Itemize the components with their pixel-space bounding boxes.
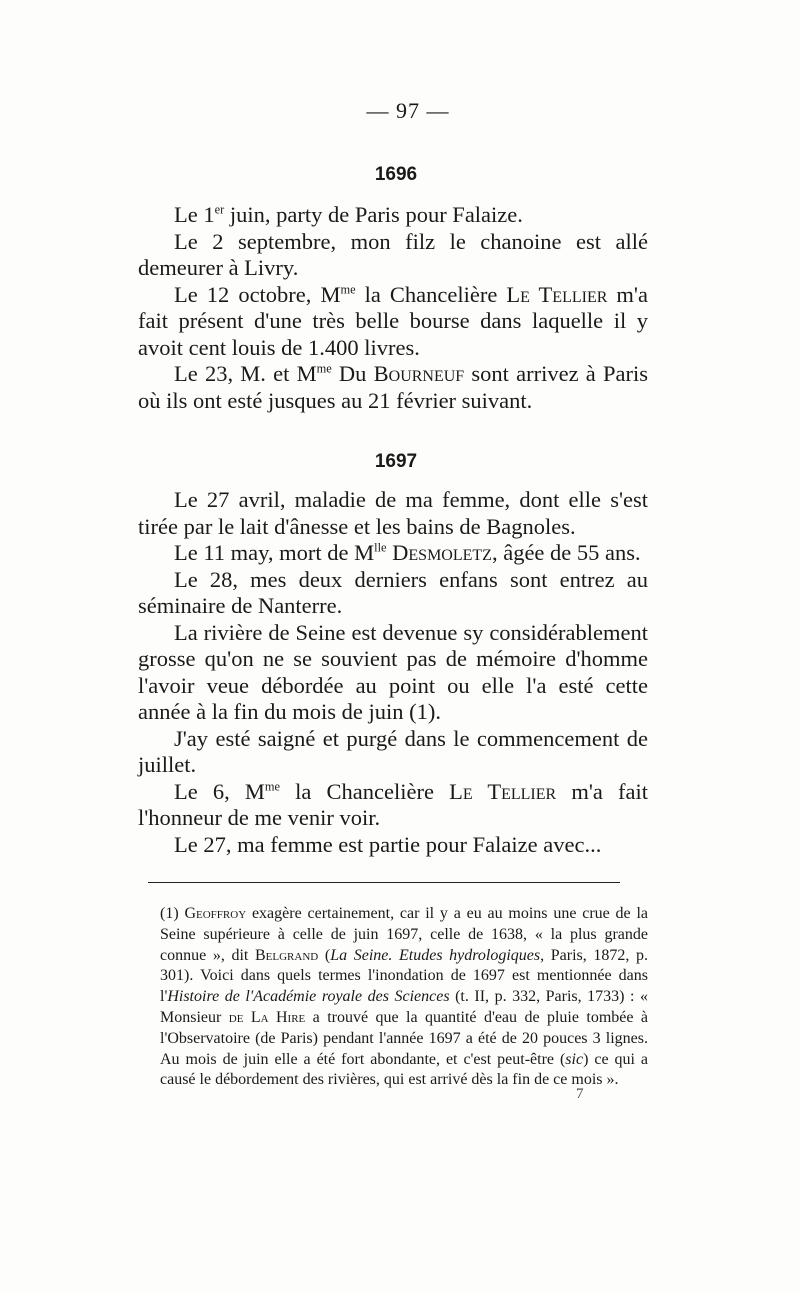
year-heading-1697: 1697: [374, 451, 418, 472]
diary-entry: Le 11 may, mort de $M^{lle}$ Desmoletz, âgée de 55 ans.: [174, 540, 641, 565]
footnote: (1) Geoffroy exagère certainement, car il y a eu au moins une crue de la Seine supérieure à celle de juin 1697, celle de 1638, « la plus grande connue », dit Belgrand (La Seine. Etudes hydrologiques, Paris, 1872, p. 301). Voici dans quels termes l'inondation de 1697 est mentionnée dans l'Histoire de l'Académie royale des Sciences (t. II, p. 332, Paris, 1733) : « Monsieur de La Hire a trouvé que la quantité d'eau de pluie tombée à l'Observatoire (de Paris) pendant l'année 1697 a été de 20 pouces 3 lignes. Au mois de juin elle a été fort abondante, et c'est peut-être (sic) ce qui a causé le débordement des rivières, qui est arrivé dès la fin de ce mois ».: [160, 905, 649, 1089]
diary-entry: J'ay esté saigné et purgé dans le commencement de juillet.: [138, 725, 648, 777]
entries-1697: [138, 487, 648, 858]
page-number: — 97 —: [366, 98, 450, 123]
diary-entry: Le 27 avril, maladie de ma femme, dont elle s'est tirée par le lait d'ânesse et les bains de Bagnoles.: [138, 487, 648, 539]
diary-entry: Le 23, M. et $M^{me}$ Du Bourneuf sont arrivez à Paris où ils ont esté jusques au 21 février suivant.: [138, 361, 649, 413]
year-heading-1696: 1696: [374, 164, 418, 185]
diary-entry: Le 6, $M^{me}$ la Chancelière Le Tellier m'a fait l'honneur de me venir voir.: [138, 778, 648, 830]
diary-entry: La rivière de Seine est devenue sy considérablement grosse qu'on ne se souvient pas de mémoire d'homme l'avoir veue débordée au point ou elle l'a esté cette année à la fin du mois de juin (1).: [138, 619, 648, 724]
diary-entry: Le 12 octobre, $M^{me}$ la Chancelière Le Tellier m'a fait présent d'une très belle bourse dans laquelle il y avoit cent louis de 1.400 livres.: [138, 281, 648, 360]
footnote-divider: [148, 882, 620, 883]
diary-entry: Le 27, ma femme est partie pour Falaize avec...: [174, 831, 602, 857]
entries-1696: [138, 202, 648, 414]
diary-entry: Le 28, mes deux derniers enfans sont entrez au séminaire de Nanterre.: [138, 566, 648, 618]
diary-entry: Le 2 septembre, mon filz le chanoine est allé demeurer à Livry.: [138, 228, 648, 280]
signature-mark: 7: [576, 1086, 584, 1102]
page-body: [138, 98, 648, 1107]
diary-entry: Le 1er juin, party de Paris pour Falaize.: [174, 202, 523, 227]
